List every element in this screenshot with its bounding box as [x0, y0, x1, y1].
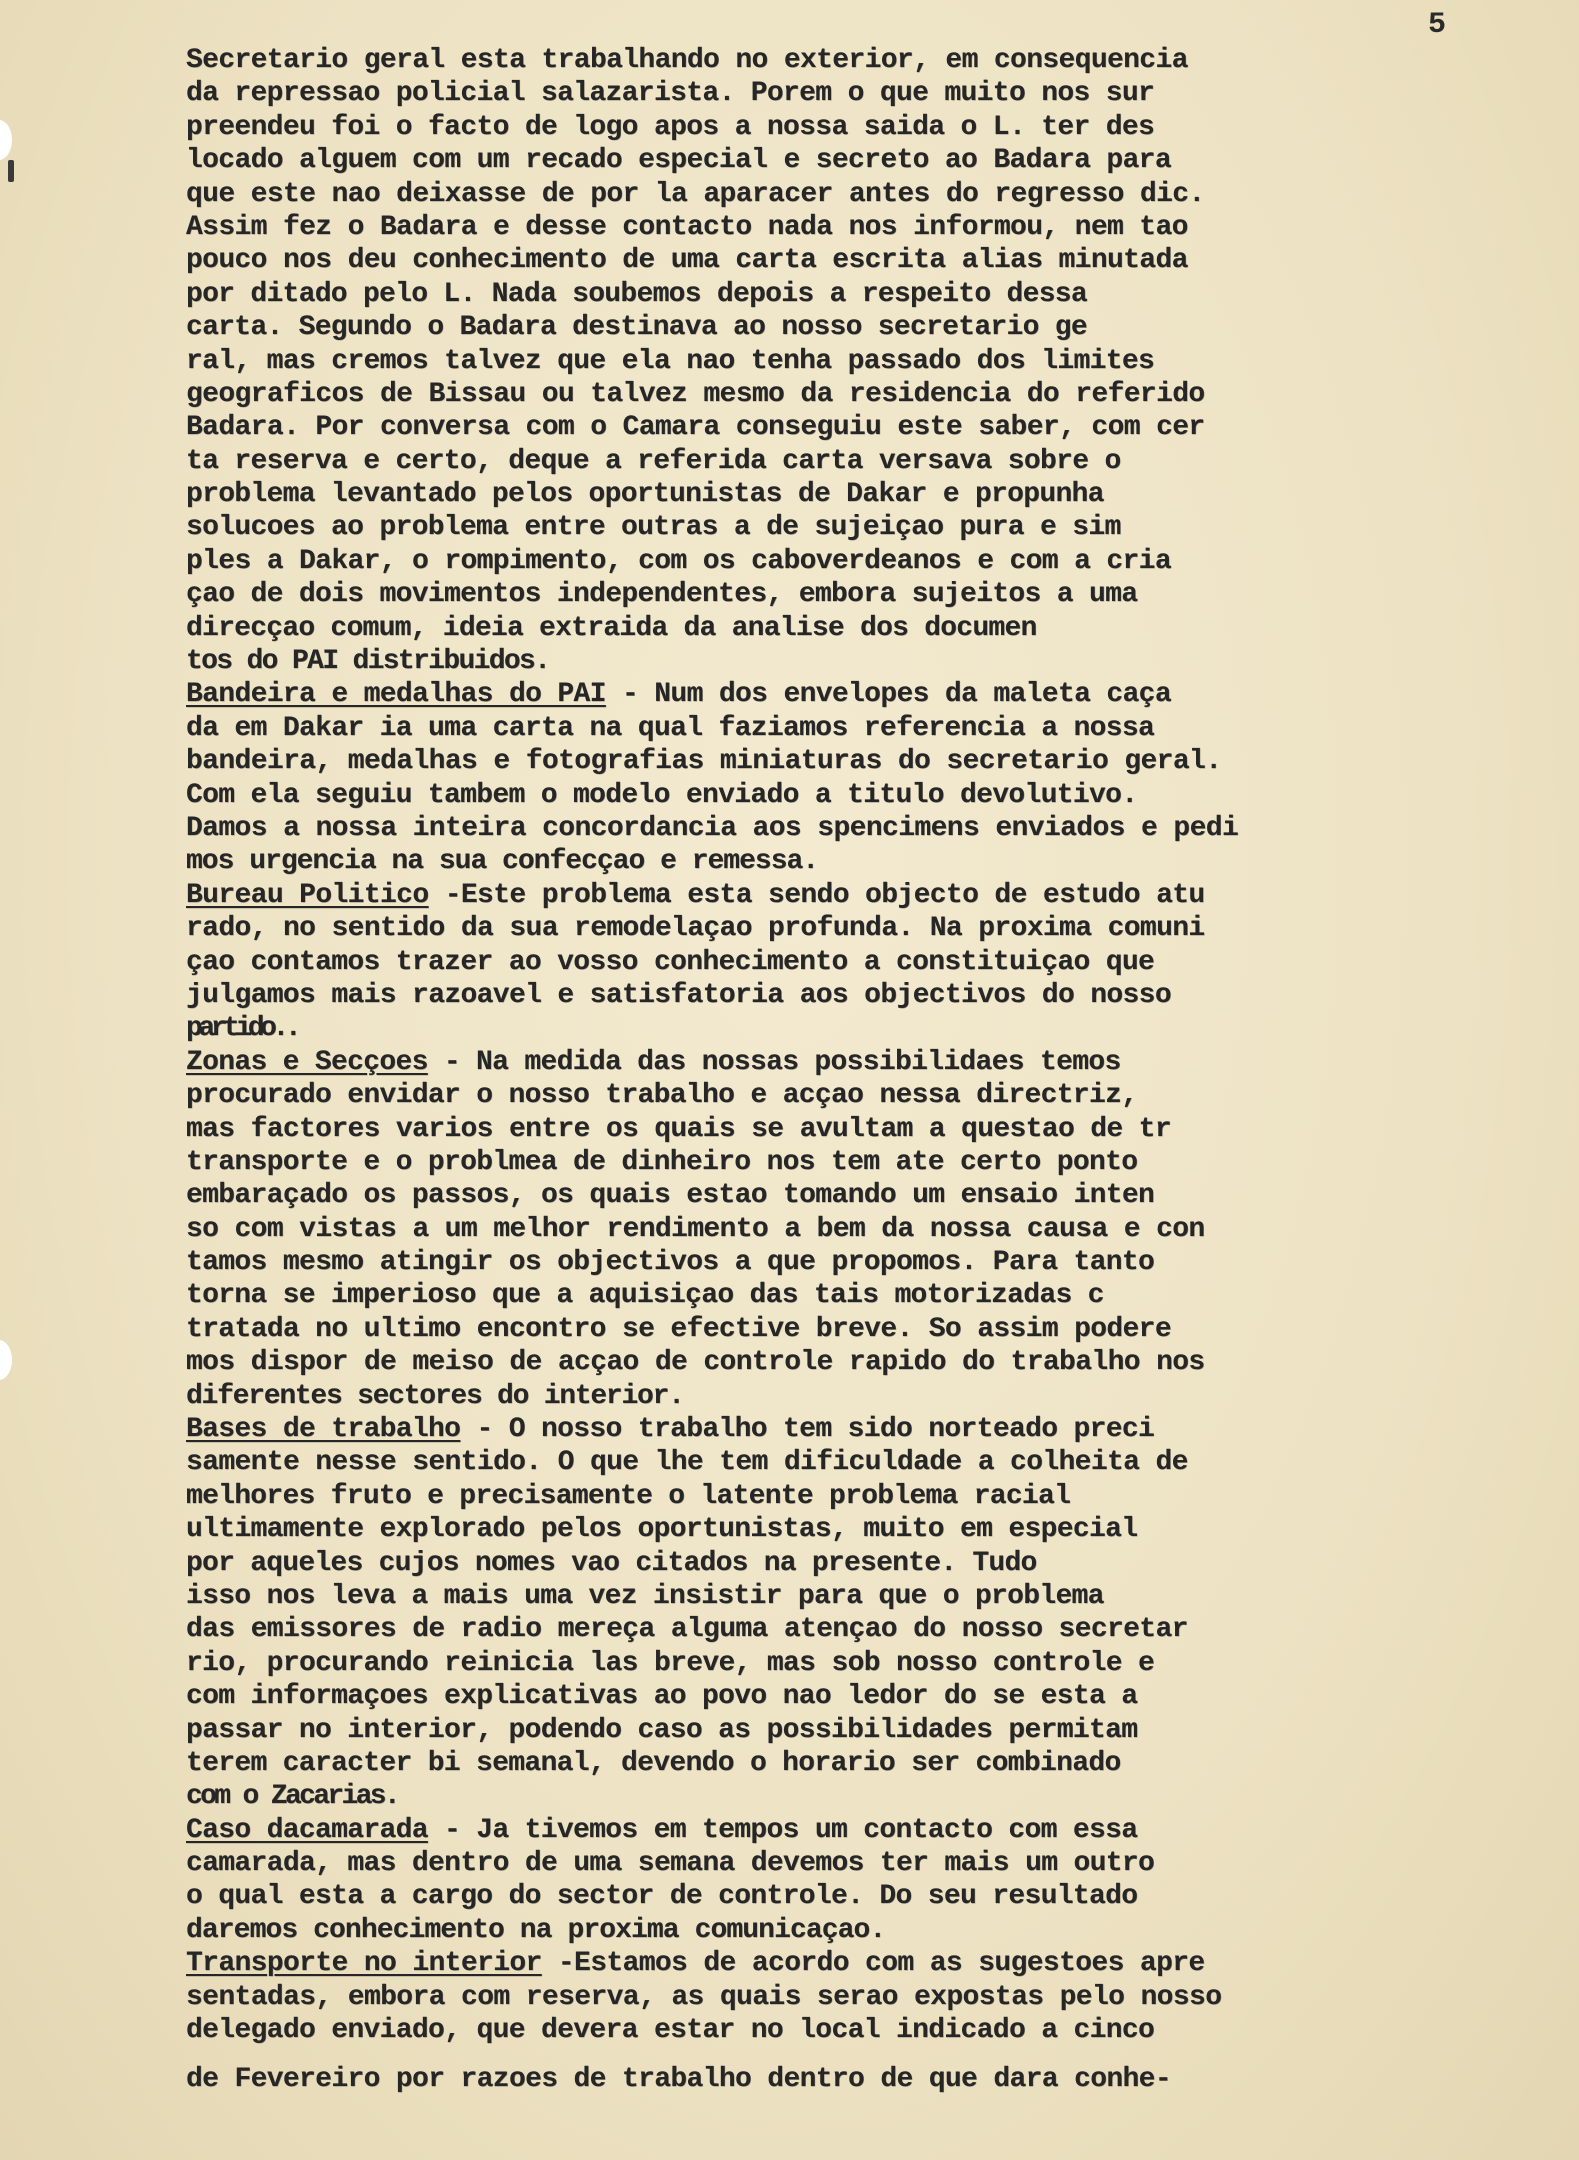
line-text: ples a Dakar, o rompimento, com os caboverdeanos e com a cria [186, 545, 1171, 577]
section-heading: Bases de trabalho [186, 1414, 461, 1446]
line-text: tamos mesmo atingir os objectivos a que propomos. Para tanto [186, 1247, 1155, 1279]
line-text: - Ja tivemos em tempos um contacto com essa [427, 1814, 1138, 1846]
text-line [186, 77, 1526, 110]
line-text: com informaçoes explicativas ao povo nao ledor do se esta a [186, 1681, 1138, 1713]
line-text: Assim fez o Badara e desse contacto nada nos informou, nem tao [186, 211, 1188, 243]
text-line [186, 311, 1526, 344]
text-line [186, 1780, 1526, 1813]
text-line [186, 478, 1526, 511]
line-text: locado alguem com um recado especial e secreto ao Badara para [186, 145, 1171, 177]
text-line [186, 779, 1526, 812]
text-line [186, 1981, 1526, 2014]
punch-hole-top [0, 120, 12, 160]
text-line [186, 2063, 1526, 2096]
text-line [186, 745, 1526, 778]
text-line [186, 1580, 1526, 1613]
text-line [186, 1380, 1526, 1413]
text-line [186, 1480, 1526, 1513]
text-line [186, 1146, 1526, 1179]
text-line [186, 912, 1526, 945]
line-text: preendeu foi o facto de logo apos a nossa saida o L. ter des [186, 111, 1155, 143]
line-text: sentadas, embora com reserva, as quais serao expostas pelo nosso [186, 1981, 1222, 2013]
line-text: o qual esta a cargo do sector de controle. Do seu resultado [186, 1881, 1138, 1913]
line-text: problema levantado pelos oportunistas de Dakar e propunha [186, 479, 1104, 511]
text-line [186, 1747, 1526, 1780]
text-line [186, 2014, 1526, 2047]
text-line [186, 278, 1526, 311]
line-text: -Este problema esta sendo objecto de estudo atu [428, 879, 1205, 911]
line-text: carta. Segundo o Badara destinava ao nosso secretario ge [186, 312, 1087, 344]
line-text: mos dispor de meiso de acçao de controle rapido do trabalho nos [186, 1347, 1205, 1379]
text-line [186, 1914, 1526, 1947]
line-text: tos do PAI distribuidos. [186, 646, 550, 678]
section-heading: Bandeira e medalhas do PAI [186, 679, 606, 711]
text-line [186, 345, 1526, 378]
typewritten-text-body [186, 44, 1526, 2097]
text-line [186, 1814, 1526, 1847]
line-text: partido.. [186, 1013, 298, 1045]
text-line [186, 244, 1526, 277]
line-text: direcçao comum, ideia extraida da analise dos documen [186, 612, 1037, 644]
text-line [186, 411, 1526, 444]
text-line [186, 545, 1526, 578]
text-line [186, 1313, 1526, 1346]
line-text: solucoes ao problema entre outras a de sujeiçao pura e sim [186, 512, 1121, 544]
ink-mark [8, 160, 14, 182]
line-text: - O nosso trabalho tem sido norteado preci [460, 1414, 1155, 1446]
text-line [186, 1613, 1526, 1646]
text-line [186, 712, 1526, 745]
line-text: delegado enviado, que devera estar no local indicado a cinco [186, 2015, 1155, 2047]
text-line [186, 1179, 1526, 1212]
line-text: terem caracter bi semanal, devendo o horario ser combinado [186, 1747, 1121, 1779]
section-heading: Transporte no interior [186, 1948, 542, 1980]
text-line [186, 1413, 1526, 1446]
text-line [186, 879, 1526, 912]
line-text: torna se imperioso que a aquisiçao das tais motorizadas c [186, 1280, 1104, 1312]
text-line [186, 1947, 1526, 1980]
line-text: çao de dois movimentos independentes, embora sujeitos a uma [186, 579, 1138, 611]
section-heading: Caso dacamarada [186, 1814, 428, 1846]
text-line [186, 378, 1526, 411]
line-text: pouco nos deu conhecimento de uma carta escrita alias minutada [186, 245, 1188, 277]
text-line [186, 211, 1526, 244]
line-text: embaraçado os passos, os quais estao tomando um ensaio inten [186, 1180, 1155, 1212]
line-text: por aqueles cujos nomes vao citados na presente. Tudo [186, 1547, 1037, 1579]
line-text: das emissores de radio mereça alguma atençao do nosso secretar [186, 1614, 1188, 1646]
text-line [186, 645, 1526, 678]
line-text: ta reserva e certo, deque a referida carta versava sobre o [186, 445, 1121, 477]
text-line [186, 1880, 1526, 1913]
text-line [186, 1647, 1526, 1680]
text-line [186, 511, 1526, 544]
text-line [186, 612, 1526, 645]
section-heading: Bureau Politico [186, 879, 429, 911]
text-line [186, 1213, 1526, 1246]
text-line [186, 812, 1526, 845]
line-text: transporte e o problmea de dinheiro nos tem ate certo ponto [186, 1146, 1138, 1178]
text-line [186, 445, 1526, 478]
line-text: de Fevereiro por razoes de trabalho dentro de que dara conhe- [186, 2064, 1171, 2096]
text-line [186, 1714, 1526, 1747]
text-line [186, 1513, 1526, 1546]
text-line [186, 1547, 1526, 1580]
text-line [186, 178, 1526, 211]
punch-hole-bottom [0, 1340, 12, 1380]
line-text: ral, mas cremos talvez que ela nao tenha passado dos limites [186, 345, 1155, 377]
line-text: bandeira, medalhas e fotografias miniaturas do secretario geral. [186, 746, 1222, 778]
line-text: isso nos leva a mais uma vez insistir para que o problema [186, 1580, 1104, 1612]
line-text: Damos a nossa inteira concordancia aos spencimens enviados e pedi [186, 812, 1239, 844]
line-text: daremos conhecimento na proxima comunicaçao. [186, 1914, 886, 1946]
line-text: geograficos de Bissau ou talvez mesmo da residencia do referido [186, 378, 1205, 410]
line-text: com o Zacarias. [186, 1781, 399, 1813]
line-text: - Na medida das nossas possibilidaes temos [427, 1046, 1121, 1078]
line-text: ultimamente explorado pelos oportunistas, muito em especial [186, 1514, 1138, 1546]
text-line [186, 1680, 1526, 1713]
text-line [186, 1279, 1526, 1312]
line-text: da em Dakar ia uma carta na qual faziamos referencia a nossa [186, 712, 1155, 744]
text-line [186, 578, 1526, 611]
line-text: procurado envidar o nosso trabalho e acçao nessa directriz, [186, 1080, 1138, 1112]
text-line [186, 1079, 1526, 1112]
line-text: melhores fruto e precisamente o latente problema racial [186, 1480, 1071, 1512]
text-line [186, 1446, 1526, 1479]
text-line [186, 44, 1526, 77]
line-text: mas factores varios entre os quais se avultam a questao de tr [186, 1113, 1171, 1145]
text-line [186, 1012, 1526, 1045]
line-text: çao contamos trazer ao vosso conhecimento a constituiçao que [186, 946, 1155, 978]
line-text: camarada, mas dentro de uma semana devemos ter mais um outro [186, 1848, 1155, 1880]
text-line [186, 979, 1526, 1012]
text-line [186, 1346, 1526, 1379]
line-text: rio, procurando reinicia las breve, mas sob nosso controle e [186, 1647, 1155, 1679]
page-number: 5 [1428, 8, 1447, 42]
line-text: tratada no ultimo encontro se efective breve. So assim podere [186, 1313, 1171, 1345]
text-line [186, 1246, 1526, 1279]
text-line [186, 144, 1526, 177]
text-line [186, 1046, 1526, 1079]
line-text: Badara. Por conversa com o Camara conseguiu este saber, com cer [186, 412, 1205, 444]
line-text: -Estamos de acordo com as sugestoes apre [541, 1948, 1205, 1980]
text-line [186, 111, 1526, 144]
line-text: - Num dos envelopes da maleta caça [605, 679, 1171, 711]
line-text: mos urgencia na sua confecçao e remessa. [186, 846, 819, 878]
line-text: Com ela seguiu tambem o modelo enviado a titulo devolutivo. [186, 779, 1138, 811]
line-text: diferentes sectores do interior. [186, 1380, 684, 1412]
line-text: Secretario geral esta trabalhando no exterior, em consequencia [186, 45, 1188, 76]
line-text: rado, no sentido da sua remodelaçao profunda. Na proxima comuni [186, 913, 1205, 945]
text-line [186, 1847, 1526, 1880]
line-text: so com vistas a um melhor rendimento a bem da nossa causa e con [186, 1213, 1205, 1245]
text-line [186, 678, 1526, 711]
text-line [186, 845, 1526, 878]
line-text: da repressao policial salazarista. Porem o que muito nos sur [186, 78, 1155, 110]
section-heading: Zonas e Secçoes [186, 1046, 428, 1078]
text-line [186, 1113, 1526, 1146]
line-text: por ditado pelo L. Nada soubemos depois a respeito dessa [186, 278, 1087, 310]
line-text: passar no interior, podendo caso as possibilidades permitam [186, 1714, 1138, 1746]
text-line [186, 946, 1526, 979]
line-text: que este nao deixasse de por la aparacer antes do regresso dic. [186, 178, 1205, 210]
line-text: samente nesse sentido. O que lhe tem dificuldade a colheita de [186, 1447, 1188, 1479]
line-text: julgamos mais razoavel e satisfatoria aos objectivos do nosso [186, 979, 1171, 1011]
